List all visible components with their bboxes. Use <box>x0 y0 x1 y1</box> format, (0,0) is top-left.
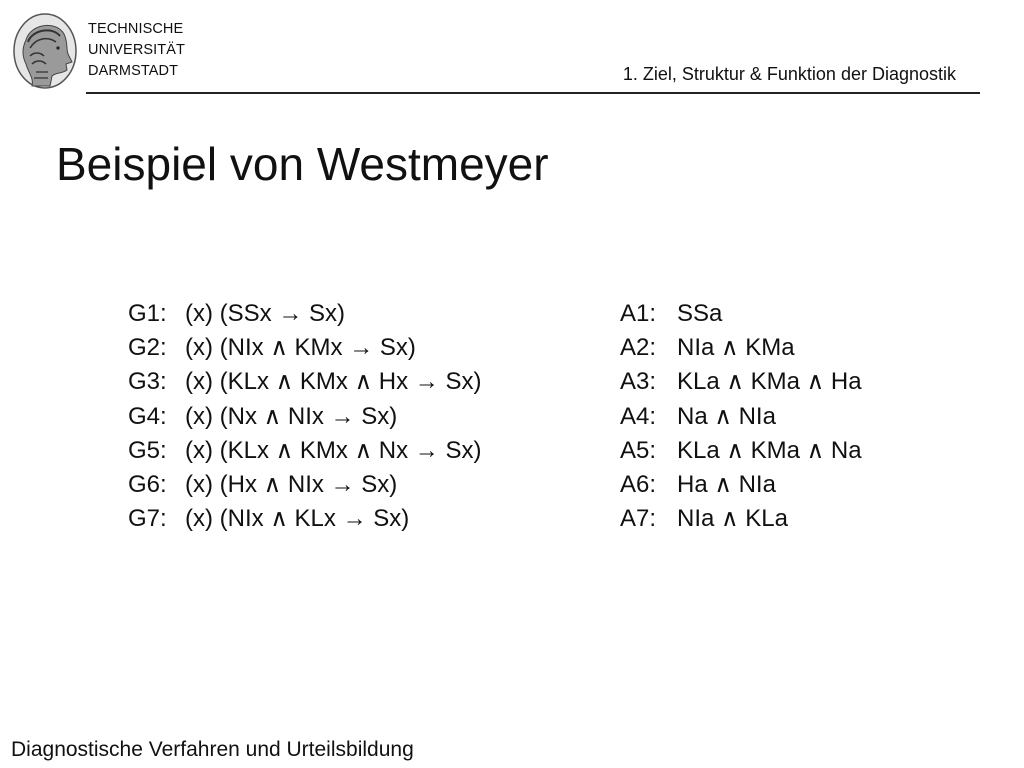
condition-formula: NIa ∧ KLa <box>677 505 788 533</box>
condition-formula: KLa ∧ KMa ∧ Ha <box>677 368 862 396</box>
condition-formula: Ha ∧ NIa <box>677 471 776 499</box>
law-formula: (x) (NIx ∧ KMx → Sx) <box>185 334 416 362</box>
law-label: G4: <box>128 402 167 430</box>
condition-label: A5: <box>620 436 657 464</box>
law-formula: (x) (KLx ∧ KMx ∧ Nx → Sx) <box>185 436 482 464</box>
university-name-line: TECHNISCHE <box>88 21 184 37</box>
law-label: G6: <box>128 471 167 499</box>
condition-row <box>620 400 862 434</box>
law-label: G3: <box>128 368 167 396</box>
law-row <box>128 365 481 399</box>
condition-label: A7: <box>620 505 657 533</box>
law-formula: (x) (KLx ∧ KMx ∧ Hx → Sx) <box>185 368 482 396</box>
condition-formula: Na ∧ NIa <box>677 402 776 430</box>
law-label: G5: <box>128 436 167 464</box>
law-row <box>128 502 481 536</box>
condition-label: A1: <box>620 300 657 327</box>
university-name-line: DARMSTADT <box>88 63 179 79</box>
law-label: G2: <box>128 334 167 362</box>
header-divider <box>86 92 980 94</box>
condition-row <box>620 468 862 502</box>
law-row <box>128 331 481 365</box>
law-label: G1: <box>128 300 167 327</box>
law-row <box>128 468 481 502</box>
condition-label: A6: <box>620 471 657 499</box>
law-row <box>128 297 481 331</box>
law-row <box>128 400 481 434</box>
condition-row <box>620 331 862 365</box>
page-title: Beispiel von Westmeyer <box>56 138 549 190</box>
law-formula: (x) (Hx ∧ NIx → Sx) <box>185 471 398 499</box>
law-formula: (x) (NIx ∧ KLx → Sx) <box>185 505 410 533</box>
condition-row <box>620 434 862 468</box>
condition-row <box>620 365 862 399</box>
condition-formula: KLa ∧ KMa ∧ Na <box>677 436 862 464</box>
condition-label: A4: <box>620 402 657 430</box>
law-label: G7: <box>128 505 167 533</box>
law-formula: (x) (Nx ∧ NIx → Sx) <box>185 402 398 430</box>
law-formula: (x) (SSx → Sx) <box>185 300 345 327</box>
university-name <box>88 19 185 82</box>
condition-label: A2: <box>620 334 657 362</box>
law-row <box>128 434 481 468</box>
condition-formula: SSa <box>677 300 723 327</box>
condition-row <box>620 297 862 331</box>
condition-label: A3: <box>620 368 657 396</box>
condition-formula: NIa ∧ KMa <box>677 334 795 362</box>
footer-course-title: Diagnostische Verfahren und Urteilsbildung <box>11 738 414 761</box>
university-name-line: UNIVERSITÄT <box>88 42 185 58</box>
laws-list <box>128 297 481 536</box>
conditions-list <box>620 297 862 536</box>
condition-row <box>620 502 862 536</box>
university-logo <box>12 12 78 90</box>
chapter-title: 1. Ziel, Struktur & Funktion der Diagnostik <box>622 64 956 84</box>
